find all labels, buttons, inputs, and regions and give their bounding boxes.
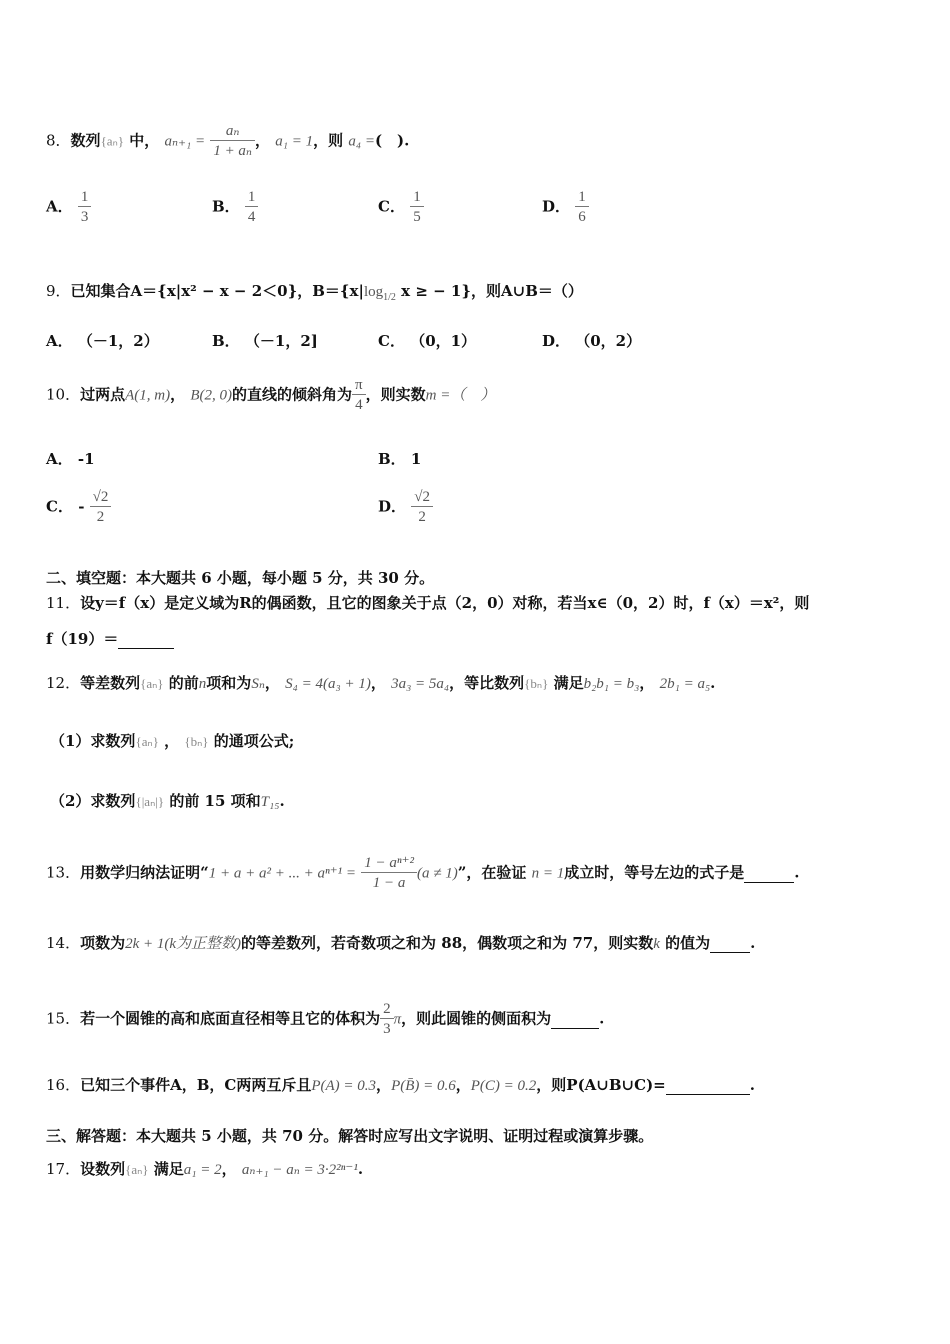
q10-option-a[interactable]: A． -1 [46,450,95,468]
answer-blank[interactable] [666,1076,750,1095]
answer-blank[interactable] [551,1010,599,1029]
question-16: 16．已知三个事件A，B，C两两互斥且P(A) = 0.3，P(B̄) = 0.6，P(C) = 0.2，则P(A∪B∪C)= . [46,1076,755,1094]
q10-option-b[interactable]: B． 1 [378,450,422,468]
question-11: 11．设y＝f（x）是定义域为R的偶函数，且它的图象关于点（2，0）对称，若当x∈（0，2）时，f（x）＝x²，则 [46,594,810,612]
question-12-part-2: （2）求数列{|aₙ|} 的前 15 项和T₁₅. [50,792,285,810]
section-solutions: 三、解答题：本大题共 5 小题，共 70 分。解答时应写出文字说明、证明过程或演算步骤。 [46,1127,654,1145]
q8-option-a[interactable]: A． $\frac{1}{3}$ [46,188,91,227]
question-8: 8．数列{aₙ} 中， aₙ₊₁ = $\frac{\text{aₙ}}{\text{1 + aₙ}}$ ， a₁ = 1，则 a₄ =( ). [46,123,410,159]
q10-option-d[interactable]: D． $\frac{√2}{2}$ [378,488,433,527]
q9-option-a[interactable]: A． （－1，2） [46,332,159,350]
q9-option-b[interactable]: B． （－1，2] [212,332,318,350]
q9-option-d[interactable]: D． （0，2） [542,332,642,350]
question-12-part-1: （1）求数列{aₙ} ， {bₙ} 的通项公式; [50,732,295,750]
q8-option-d[interactable]: D． $\frac{1}{6}$ [542,188,589,227]
question-13: 13．用数学归纳法证明“1 + a + a² + ... + aⁿ⁺¹ = $\frac{\text{1 − aⁿ⁺²}}{1 - a}$ (a ≠ 1)”，在验证 n = 1成立时，等号左边的式子是 . [46,855,800,891]
q10-option-c[interactable]: C． - $\frac{√2}{2}$ [46,488,111,527]
q8-option-b[interactable]: B． $\frac{1}{4}$ [212,188,258,227]
q8-option-c[interactable]: C． $\frac{1}{5}$ [378,188,424,227]
section-fill-in: 二、填空题：本大题共 6 小题，每小题 5 分，共 30 分。 [46,569,435,587]
q9-option-c[interactable]: C． （0，1） [378,332,477,350]
answer-blank[interactable] [744,864,794,883]
question-17: 17．设数列{aₙ} 满足a₁ = 2， aₙ₊₁ − aₙ = 3·2²ⁿ⁻¹. [46,1160,364,1178]
answer-blank[interactable] [710,934,750,953]
fraction: $\frac{\text{aₙ}}{\text{1 + aₙ}}$ [210,122,255,161]
question-10: 10．过两点A(1, m)， B(2, 0)的直线的倾斜角为 $\frac{\pi}{4}$ ，则实数m =（ ） [46,377,496,413]
question-15: 15．若一个圆锥的高和底面直径相等且它的体积为 $\frac{2}{3}$ π，则此圆锥的侧面积为 . [46,1001,605,1037]
sequence-an: {aₙ} [100,133,124,149]
question-11-cont: f（19）＝ [46,628,174,649]
answer-blank[interactable] [118,630,174,649]
question-9: 9．已知集合A＝{x|x² − x − 2＜0}，$B=\{x|\log_{1/2}$ x ≥ − 1}，则A∪B＝（） [46,282,583,303]
question-14: 14．项数为2k + 1(k为正整数)的等差数列，若奇数项之和为 88，偶数项之和为 77，则实数k 的值为 . [46,934,756,952]
question-12: 12．等差数列{aₙ} 的前n项和为Sₙ， S₄ = 4(a₃ + 1)， 3a₃ = 5a₄，等比数列{bₙ} 满足b₂b₁ = b₃， 2b₁ = a₅. [46,674,716,692]
